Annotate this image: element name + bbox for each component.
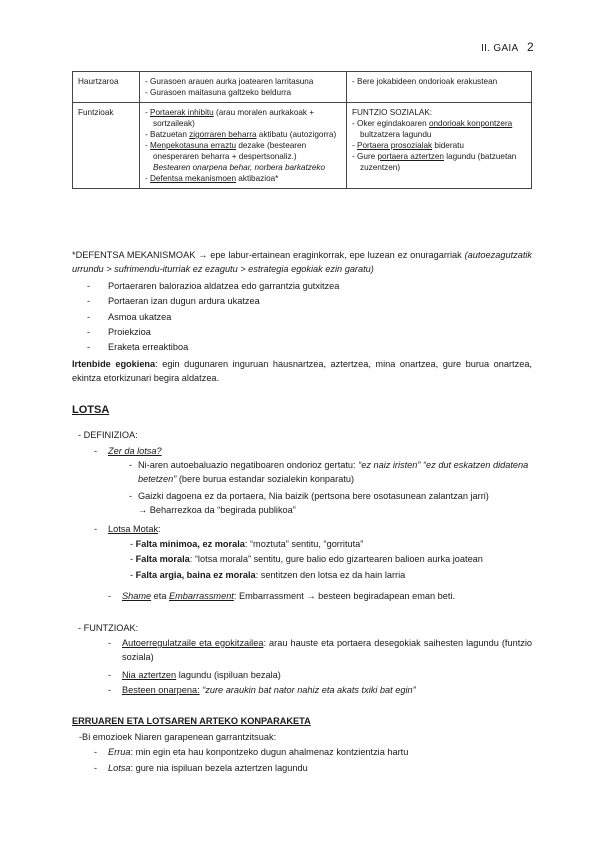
text: dezake (bestearen onesperaren beharra + despertsonaliz.) xyxy=(153,141,307,161)
funtzioa-3: - Besteen onarpena: “zure araukin bat nator nahiz eta akats txiki bat egin” xyxy=(108,685,416,695)
term: zigorraren beharra xyxy=(189,130,257,139)
row-label-funtzioak: Funtzioak xyxy=(73,103,140,189)
list-item xyxy=(145,173,341,184)
zer-da-label: Zer da lotsa? xyxy=(108,446,162,456)
text: → Beharrezkoa da “begirada publikoa” xyxy=(138,505,296,515)
text: lagundu (ispiluan bezala) xyxy=(176,670,281,680)
text: : Embarrassment → besteen begiradapean eman beti. xyxy=(233,591,455,601)
text: Oker egindakoaren xyxy=(357,119,429,128)
text: eta xyxy=(151,591,170,601)
zer-da-item: - Zer da lotsa? xyxy=(94,446,162,456)
defense-intro xyxy=(72,248,532,276)
shame-item: - Shame eta Embarrassment: Embarrassment → besteen begiradapean eman beti. xyxy=(108,591,455,601)
section-title-lotsa: LOTSA xyxy=(72,404,110,416)
table-cell xyxy=(347,72,532,103)
irtenbide-text: : egin dugunaren inguruan hausnartzea, aztertzea, mina onartzea, gure burua onartzea, ekintza etorkizunari begira aldatzea. xyxy=(72,359,532,383)
term: Shame xyxy=(122,591,152,601)
list-item: - Eraketa erreaktiboa xyxy=(108,340,339,355)
funtzioa-2: - Nia aztertzen lagundu (ispiluan bezala) xyxy=(108,670,281,680)
text: Gure xyxy=(357,152,378,161)
section-title-compare: ERRUAREN ETA LOTSAREN ARTEKO KONPARAKETA xyxy=(72,716,311,726)
defense-paren: (autoezagutzatik urrundu > sufrimendu-iturriak ez ezagutu > estrategia egokiak ezin garatu) xyxy=(72,250,533,274)
text: Batzuetan xyxy=(150,130,190,139)
list-item xyxy=(145,107,341,129)
text: (bere burua estandar sozialekin konparatu) xyxy=(176,474,355,484)
term: portaera aztertzen xyxy=(377,152,444,161)
compare-errua: - Errua: min egin eta hau konpontzeko dugun ahalmenaz kontzientzia hartu xyxy=(94,747,409,757)
text: aktibazioa* xyxy=(236,174,279,183)
text: : arau hauste eta portaera desegokiak saihesten lagundu (funtzio soziala) xyxy=(122,638,532,662)
term: Embarrassment xyxy=(169,591,234,601)
term: Besteen onarpena: xyxy=(122,685,200,695)
term: Falta minimoa, ez morala xyxy=(135,539,245,549)
text: (arau moralen aurkakoak + sortzaileak) xyxy=(153,108,315,128)
text: Ni-aren autoebaluazio negatiboaren ondorioz gertatu: xyxy=(138,460,359,470)
list-item xyxy=(145,140,341,173)
text: aktibatu (autozigorra) xyxy=(256,130,337,139)
row-label-haurtzaroa: Haurtzaroa xyxy=(73,72,140,103)
text: : sentitzen den lotsa ez da hain larria xyxy=(255,569,406,580)
term: Autoerregulatzaile eta egokitzailea xyxy=(122,638,264,648)
term: Menpekotasuna erraztu xyxy=(150,141,237,150)
term: ondorioak konpontzera xyxy=(428,119,513,128)
list-item: - Proiekzioa xyxy=(108,325,339,340)
irtenbide-label: Irtenbide egokiena xyxy=(72,359,156,369)
text: bultzatzera lagundu xyxy=(360,130,432,139)
page-header xyxy=(481,40,534,54)
term: Portaerak inhibitu xyxy=(150,108,214,117)
list-item xyxy=(352,151,526,173)
text: : gure nia ispiluan bezela aztertzen lagundu xyxy=(130,763,308,773)
list-item: - Falta minimoa, ez morala: “moztuta” sentitu, “gorrituta” xyxy=(130,539,364,549)
list-item: - Portaeran izan dugun ardura ukatzea xyxy=(108,294,339,309)
term: Portaera prosozialak xyxy=(357,141,433,150)
quote: “ez naiz iristen” “ez dut eskatzen didatena betetzen” xyxy=(138,460,529,484)
summary-table xyxy=(72,71,532,189)
term: Nia aztertzen xyxy=(122,670,177,680)
definition-1: - Ni-aren autoebaluazio negatiboaren ondorioz gertatu: “ez naiz iristen” “ez dut eskatzen didatena betetzen” (bere burua estandar sozialekin konparatu) xyxy=(129,460,529,484)
cell-heading: FUNTZIO SOZIALAK: xyxy=(352,108,433,117)
text: : “moztuta” sentitu, “gorrituta” xyxy=(244,539,364,549)
page-number: 2 xyxy=(527,40,534,54)
list-item: - Falta morala: “lotsa morala” sentitu, gure balio edo gizartearen balioen aurka joatean xyxy=(130,554,483,565)
list-item xyxy=(352,118,526,140)
list-item: - Asmoa ukatzea xyxy=(108,310,339,325)
list-item: - Bere jokabideen ondorioak erakustean xyxy=(352,76,526,87)
text: lagundu (batzuetan zuzentzen) xyxy=(360,152,517,172)
definizioa-label: - DEFINIZIOA: xyxy=(78,430,138,440)
motak-label: Lotsa Motak xyxy=(108,524,159,534)
compare-lotsa: - Lotsa: gure nia ispiluan bezela aztertzen lagundu xyxy=(94,763,308,773)
table-cell xyxy=(347,103,532,189)
term: Falta morala xyxy=(135,554,190,565)
motak-list xyxy=(130,537,532,583)
text: bideratu xyxy=(432,141,464,150)
compare-intro: -Bi emozioek Niaren garapenean garrantzitsuak: xyxy=(79,732,277,742)
chapter-title: II. GAIA xyxy=(481,43,518,54)
term: Lotsa xyxy=(108,763,131,773)
lotsa-motak-item: - Lotsa Motak: xyxy=(94,524,161,534)
table-cell xyxy=(140,103,347,189)
funtzioa-1: - Autoerregulatzaile eta egokitzailea: arau hauste eta portaera desegokiak saihesten lagundu (funtzio soziala) xyxy=(108,638,532,662)
text: Gaizki dagoena ez da portaera, Nia baizik (pertsona bere osotasunean zalantzan jarri) xyxy=(138,491,489,501)
list-item: - Falta argia, baina ez morala: sentitzen den lotsa ez da hain larria xyxy=(130,569,406,580)
list-item: - Gurasoen arauen aurka joatearen larritasuna xyxy=(145,76,341,87)
definition-2: - Gaizki dagoena ez da portaera, Nia baizik (pertsona bere osotasunean zalantzan jarri) → Beharrezkoa da “begirada publikoa” xyxy=(129,491,489,515)
table-row xyxy=(73,103,532,189)
text: : min egin eta hau konpontzeko dugun ahalmenaz kontzientzia hartu xyxy=(130,747,409,757)
defense-intro-text: *DEFENTSA MEKANISMOAK → epe labur-ertainean eraginkorrak, epe luzean ez onuragarriak xyxy=(72,250,462,260)
funtzioak-label: - FUNTZIOAK: xyxy=(78,623,139,633)
list-item: - Gurasoen maitasuna galtzeko beldurra xyxy=(145,87,341,98)
term: Defentsa mekanismoen xyxy=(150,174,237,183)
quote: “zure araukin bat nator nahiz eta akats txiki bat egin” xyxy=(199,685,416,695)
defense-list xyxy=(108,279,339,355)
table-row xyxy=(73,72,532,103)
irtenbide-paragraph xyxy=(72,357,532,385)
note: Bestearen onarpena behar, norbera barkatzeko xyxy=(153,163,326,172)
table-cell xyxy=(140,72,347,103)
term: Falta argia, baina ez morala xyxy=(135,569,256,580)
list-item xyxy=(145,129,341,140)
list-item: - Portaeraren balorazioa aldatzea edo garrantzia gutxitzea xyxy=(108,279,339,294)
list-item xyxy=(352,140,526,151)
term: Errua xyxy=(108,747,131,757)
text: : “lotsa morala” sentitu, gure balio edo gizartearen balioen aurka joatean xyxy=(189,554,483,565)
